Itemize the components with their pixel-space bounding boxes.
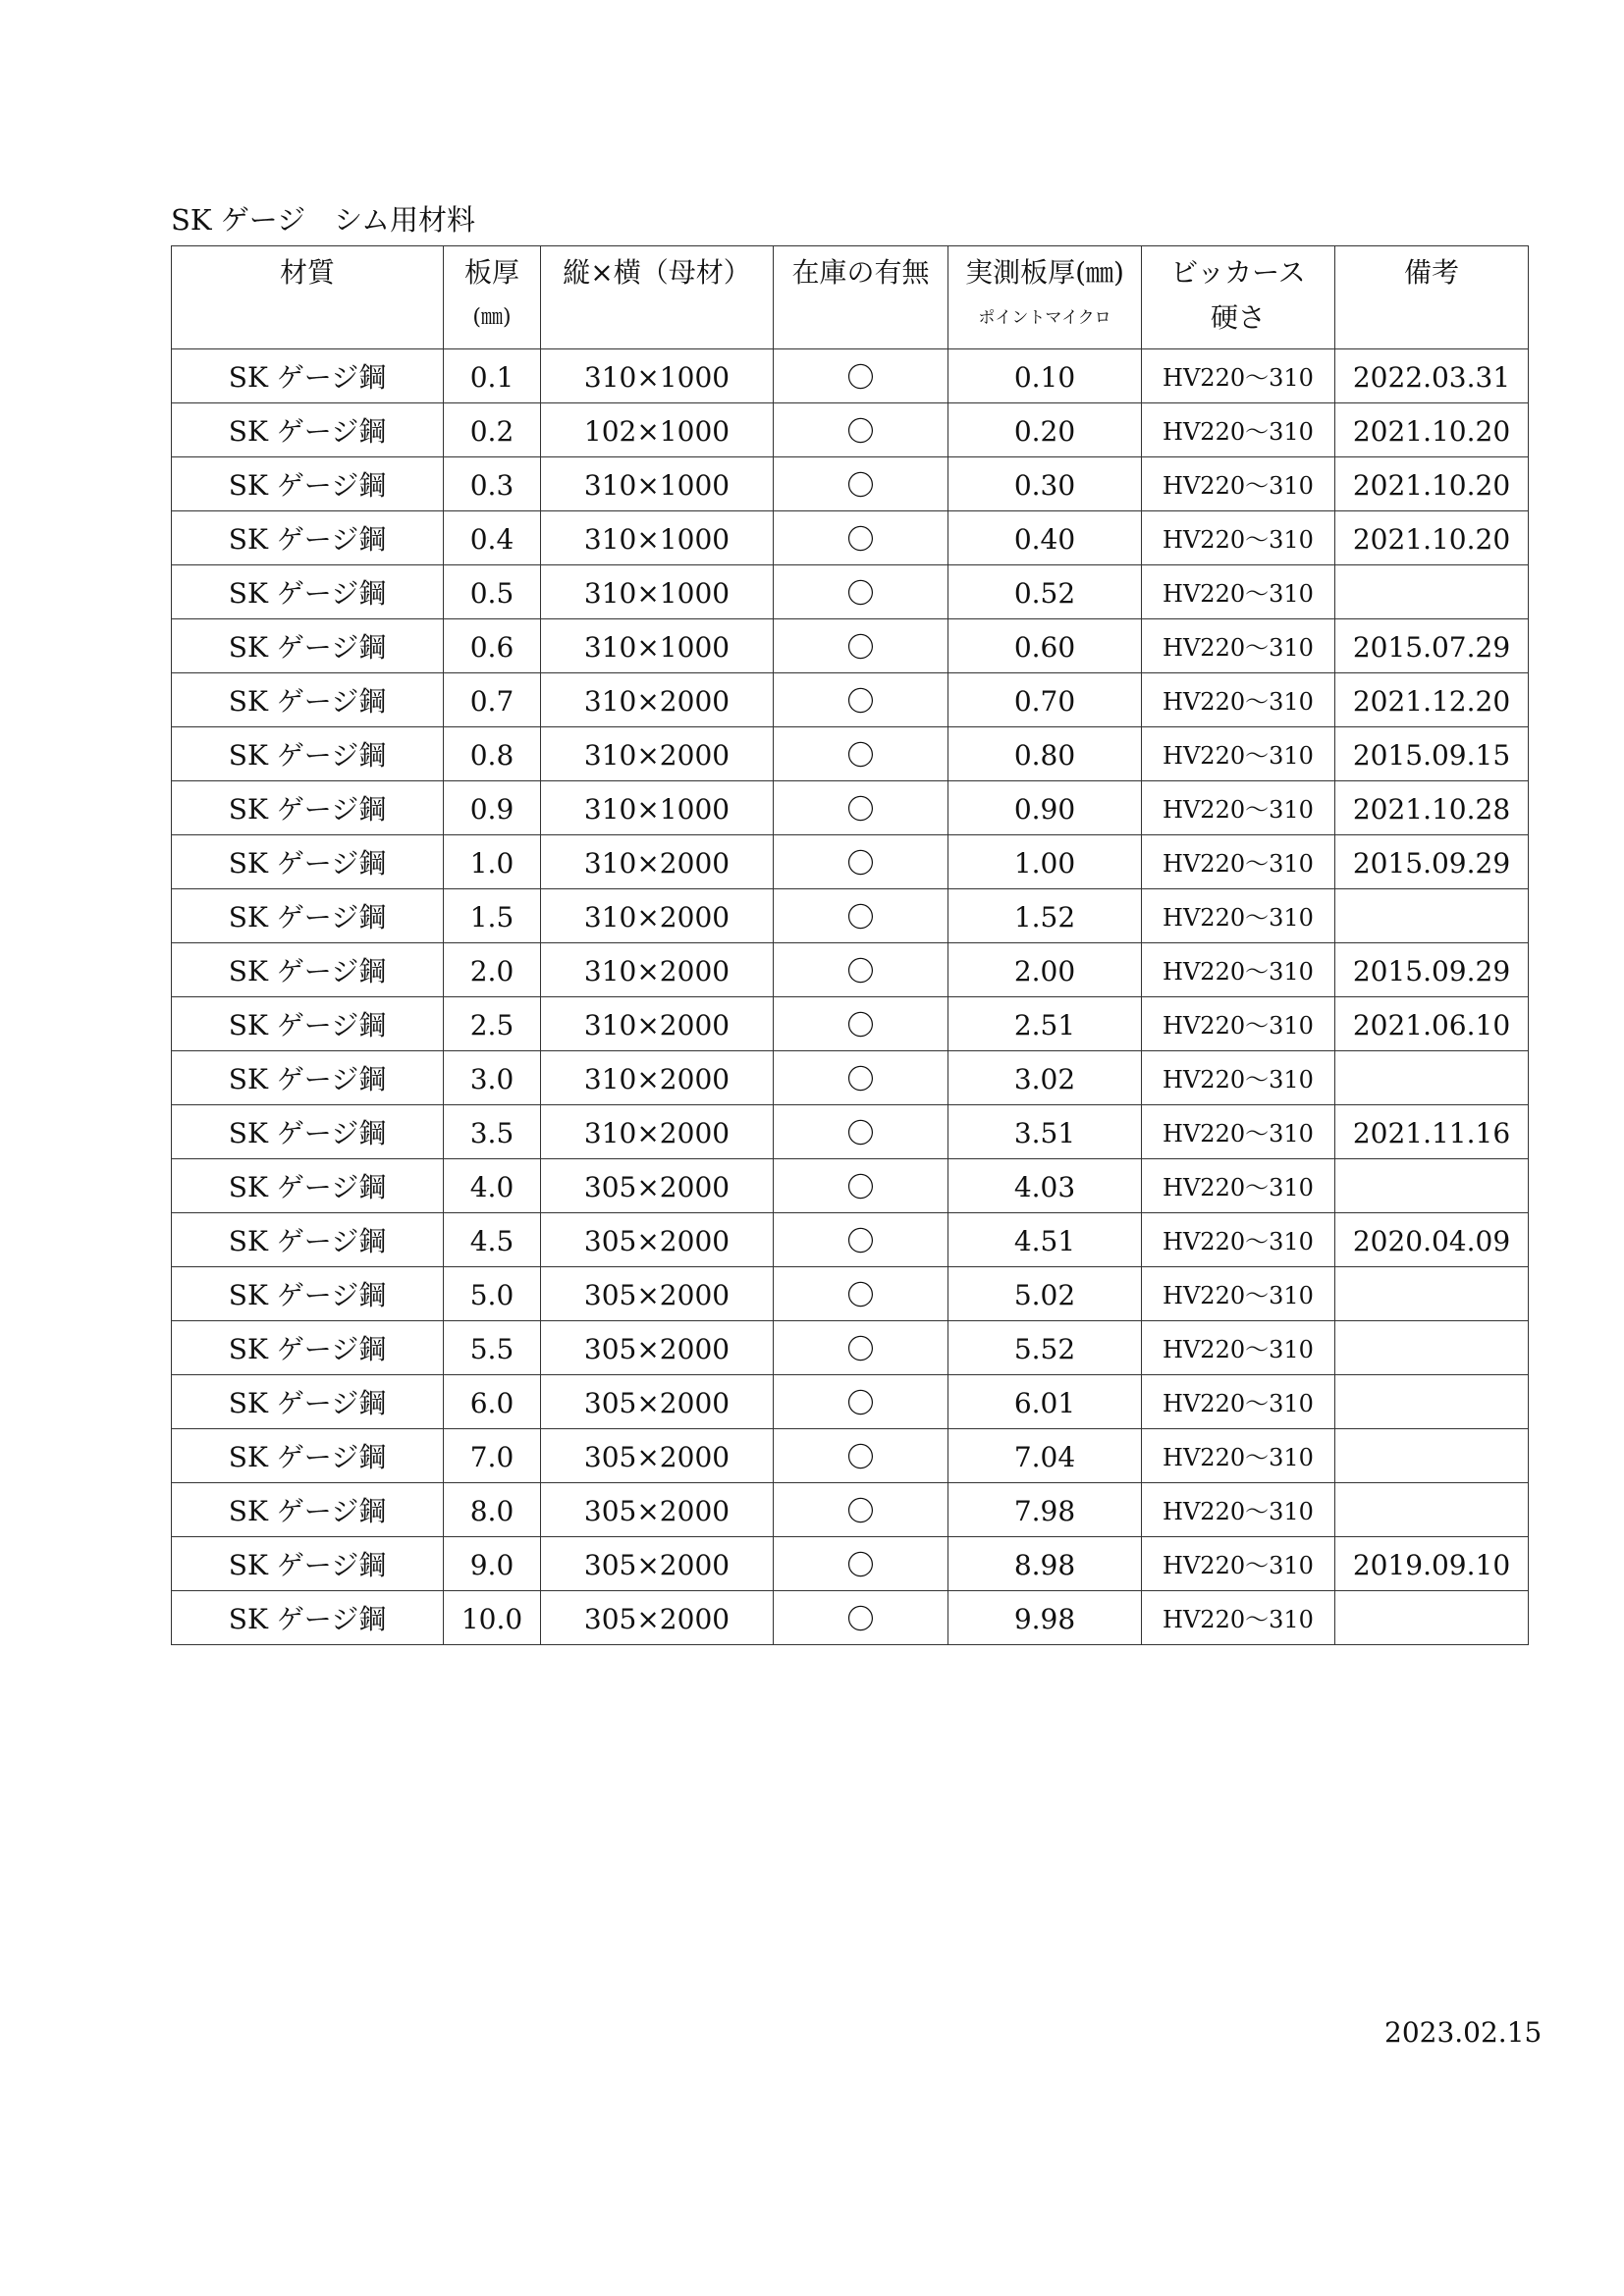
- cell-size: 305×2000: [541, 1267, 774, 1321]
- cell-stock: 〇: [774, 511, 948, 565]
- cell-note: 2015.09.15: [1335, 727, 1529, 781]
- cell-note: [1335, 1321, 1529, 1375]
- cell-thickness: 5.5: [444, 1321, 541, 1375]
- cell-hardness: HV220～310: [1142, 457, 1335, 511]
- cell-stock: 〇: [774, 1159, 948, 1213]
- cell-stock: 〇: [774, 1591, 948, 1645]
- cell-material: SK ゲージ鋼: [172, 457, 444, 511]
- table-row: [172, 781, 1529, 835]
- cell-note: 2021.12.20: [1335, 673, 1529, 727]
- cell-size: 305×2000: [541, 1591, 774, 1645]
- table-row: [172, 1321, 1529, 1375]
- cell-stock: 〇: [774, 1105, 948, 1159]
- cell-hardness: HV220～310: [1142, 727, 1335, 781]
- cell-note: [1335, 1483, 1529, 1537]
- cell-hardness: HV220～310: [1142, 673, 1335, 727]
- cell-size: 310×2000: [541, 943, 774, 997]
- cell-stock: 〇: [774, 457, 948, 511]
- cell-hardness: HV220～310: [1142, 1213, 1335, 1267]
- table-row: [172, 889, 1529, 943]
- table-row: [172, 1429, 1529, 1483]
- cell-note: 2021.10.20: [1335, 457, 1529, 511]
- cell-size: 310×2000: [541, 727, 774, 781]
- cell-thickness: 0.7: [444, 673, 541, 727]
- cell-note: [1335, 1591, 1529, 1645]
- table-row: [172, 619, 1529, 673]
- header-measured-thickness: 実測板厚(㎜) ポイントマイクロ: [948, 246, 1142, 349]
- cell-hardness: HV220～310: [1142, 1267, 1335, 1321]
- cell-material: SK ゲージ鋼: [172, 403, 444, 457]
- header-stock: 在庫の有無: [774, 246, 948, 349]
- cell-hardness: HV220～310: [1142, 781, 1335, 835]
- cell-measured-thickness: 0.80: [948, 727, 1142, 781]
- cell-measured-thickness: 7.04: [948, 1429, 1142, 1483]
- cell-size: 305×2000: [541, 1375, 774, 1429]
- cell-thickness: 6.0: [444, 1375, 541, 1429]
- cell-stock: 〇: [774, 943, 948, 997]
- cell-hardness: HV220～310: [1142, 1159, 1335, 1213]
- document-title: SK ゲージ シム用材料: [171, 203, 476, 237]
- cell-hardness: HV220～310: [1142, 1537, 1335, 1591]
- cell-measured-thickness: 7.98: [948, 1483, 1142, 1537]
- cell-measured-thickness: 6.01: [948, 1375, 1142, 1429]
- cell-note: [1335, 1159, 1529, 1213]
- cell-thickness: 0.9: [444, 781, 541, 835]
- cell-material: SK ゲージ鋼: [172, 673, 444, 727]
- cell-thickness: 1.5: [444, 889, 541, 943]
- cell-size: 310×1000: [541, 565, 774, 619]
- cell-material: SK ゲージ鋼: [172, 997, 444, 1051]
- cell-measured-thickness: 0.30: [948, 457, 1142, 511]
- cell-note: [1335, 889, 1529, 943]
- table-row: [172, 1537, 1529, 1591]
- cell-note: 2019.09.10: [1335, 1537, 1529, 1591]
- cell-hardness: HV220～310: [1142, 1321, 1335, 1375]
- cell-size: 102×1000: [541, 403, 774, 457]
- cell-measured-thickness: 8.98: [948, 1537, 1142, 1591]
- cell-hardness: HV220～310: [1142, 943, 1335, 997]
- cell-stock: 〇: [774, 1267, 948, 1321]
- cell-hardness: HV220～310: [1142, 511, 1335, 565]
- table-row: [172, 943, 1529, 997]
- cell-note: 2021.10.20: [1335, 403, 1529, 457]
- cell-note: [1335, 565, 1529, 619]
- cell-measured-thickness: 3.02: [948, 1051, 1142, 1105]
- cell-hardness: HV220～310: [1142, 1591, 1335, 1645]
- table-row: [172, 727, 1529, 781]
- cell-thickness: 2.5: [444, 997, 541, 1051]
- cell-measured-thickness: 5.02: [948, 1267, 1142, 1321]
- cell-size: 310×2000: [541, 835, 774, 889]
- table-row: [172, 997, 1529, 1051]
- table-row: [172, 403, 1529, 457]
- cell-stock: 〇: [774, 727, 948, 781]
- cell-stock: 〇: [774, 835, 948, 889]
- cell-note: [1335, 1051, 1529, 1105]
- cell-hardness: HV220～310: [1142, 835, 1335, 889]
- cell-size: 305×2000: [541, 1213, 774, 1267]
- cell-measured-thickness: 0.70: [948, 673, 1142, 727]
- cell-stock: 〇: [774, 1321, 948, 1375]
- table-row: [172, 1591, 1529, 1645]
- cell-measured-thickness: 0.40: [948, 511, 1142, 565]
- cell-material: SK ゲージ鋼: [172, 1591, 444, 1645]
- cell-size: 310×1000: [541, 511, 774, 565]
- cell-stock: 〇: [774, 889, 948, 943]
- cell-stock: 〇: [774, 1375, 948, 1429]
- cell-size: 310×2000: [541, 889, 774, 943]
- cell-size: 305×2000: [541, 1429, 774, 1483]
- cell-measured-thickness: 0.10: [948, 349, 1142, 403]
- cell-measured-thickness: 2.00: [948, 943, 1142, 997]
- cell-hardness: HV220～310: [1142, 1483, 1335, 1537]
- cell-note: 2015.09.29: [1335, 943, 1529, 997]
- cell-hardness: HV220～310: [1142, 1375, 1335, 1429]
- cell-size: 305×2000: [541, 1537, 774, 1591]
- cell-measured-thickness: 1.00: [948, 835, 1142, 889]
- cell-thickness: 0.5: [444, 565, 541, 619]
- header-vickers-hardness: ビッカース 硬さ: [1142, 246, 1335, 349]
- cell-hardness: HV220～310: [1142, 1051, 1335, 1105]
- cell-measured-thickness: 4.03: [948, 1159, 1142, 1213]
- cell-thickness: 7.0: [444, 1429, 541, 1483]
- cell-note: 2015.09.29: [1335, 835, 1529, 889]
- cell-stock: 〇: [774, 565, 948, 619]
- cell-stock: 〇: [774, 619, 948, 673]
- cell-material: SK ゲージ鋼: [172, 565, 444, 619]
- cell-thickness: 1.0: [444, 835, 541, 889]
- cell-measured-thickness: 5.52: [948, 1321, 1142, 1375]
- document-date: 2023.02.15: [1384, 2016, 1543, 2049]
- cell-material: SK ゲージ鋼: [172, 619, 444, 673]
- cell-measured-thickness: 0.52: [948, 565, 1142, 619]
- table-row: [172, 1159, 1529, 1213]
- table-header-row: [172, 246, 1529, 349]
- header-thickness: 板厚 (㎜): [444, 246, 541, 349]
- cell-size: 310×1000: [541, 619, 774, 673]
- cell-material: SK ゲージ鋼: [172, 1537, 444, 1591]
- cell-material: SK ゲージ鋼: [172, 889, 444, 943]
- cell-thickness: 4.0: [444, 1159, 541, 1213]
- cell-material: SK ゲージ鋼: [172, 943, 444, 997]
- cell-thickness: 0.1: [444, 349, 541, 403]
- table-row: [172, 349, 1529, 403]
- cell-note: 2021.11.16: [1335, 1105, 1529, 1159]
- cell-size: 310×1000: [541, 781, 774, 835]
- cell-hardness: HV220～310: [1142, 889, 1335, 943]
- cell-stock: 〇: [774, 349, 948, 403]
- cell-size: 310×2000: [541, 673, 774, 727]
- cell-stock: 〇: [774, 1051, 948, 1105]
- table-row: [172, 1483, 1529, 1537]
- table-row: [172, 835, 1529, 889]
- cell-note: [1335, 1267, 1529, 1321]
- cell-measured-thickness: 2.51: [948, 997, 1142, 1051]
- cell-thickness: 0.3: [444, 457, 541, 511]
- cell-note: 2021.10.20: [1335, 511, 1529, 565]
- cell-size: 310×2000: [541, 1051, 774, 1105]
- cell-material: SK ゲージ鋼: [172, 1213, 444, 1267]
- cell-size: 310×2000: [541, 997, 774, 1051]
- cell-thickness: 8.0: [444, 1483, 541, 1537]
- cell-material: SK ゲージ鋼: [172, 835, 444, 889]
- cell-measured-thickness: 0.90: [948, 781, 1142, 835]
- cell-material: SK ゲージ鋼: [172, 1321, 444, 1375]
- cell-thickness: 0.4: [444, 511, 541, 565]
- cell-size: 305×2000: [541, 1159, 774, 1213]
- cell-note: 2015.07.29: [1335, 619, 1529, 673]
- cell-thickness: 2.0: [444, 943, 541, 997]
- cell-stock: 〇: [774, 1429, 948, 1483]
- cell-material: SK ゲージ鋼: [172, 727, 444, 781]
- cell-thickness: 3.5: [444, 1105, 541, 1159]
- cell-hardness: HV220～310: [1142, 1429, 1335, 1483]
- cell-thickness: 0.8: [444, 727, 541, 781]
- table-row: [172, 1375, 1529, 1429]
- cell-material: SK ゲージ鋼: [172, 1159, 444, 1213]
- cell-hardness: HV220～310: [1142, 565, 1335, 619]
- cell-measured-thickness: 4.51: [948, 1213, 1142, 1267]
- cell-hardness: HV220～310: [1142, 403, 1335, 457]
- cell-size: 305×2000: [541, 1321, 774, 1375]
- cell-stock: 〇: [774, 1537, 948, 1591]
- cell-note: 2022.03.31: [1335, 349, 1529, 403]
- cell-material: SK ゲージ鋼: [172, 349, 444, 403]
- cell-hardness: HV220～310: [1142, 1105, 1335, 1159]
- cell-stock: 〇: [774, 403, 948, 457]
- cell-stock: 〇: [774, 1483, 948, 1537]
- cell-thickness: 0.2: [444, 403, 541, 457]
- cell-thickness: 10.0: [444, 1591, 541, 1645]
- table-row: [172, 673, 1529, 727]
- cell-material: SK ゲージ鋼: [172, 1105, 444, 1159]
- table-row: [172, 1105, 1529, 1159]
- cell-thickness: 9.0: [444, 1537, 541, 1591]
- cell-thickness: 0.6: [444, 619, 541, 673]
- cell-hardness: HV220～310: [1142, 619, 1335, 673]
- table-row: [172, 565, 1529, 619]
- header-material: 材質: [172, 246, 444, 349]
- table-row: [172, 457, 1529, 511]
- header-notes: 備考: [1335, 246, 1529, 349]
- cell-hardness: HV220～310: [1142, 349, 1335, 403]
- cell-measured-thickness: 0.20: [948, 403, 1142, 457]
- cell-material: SK ゲージ鋼: [172, 511, 444, 565]
- cell-note: 2021.10.28: [1335, 781, 1529, 835]
- cell-size: 310×1000: [541, 457, 774, 511]
- cell-material: SK ゲージ鋼: [172, 781, 444, 835]
- cell-material: SK ゲージ鋼: [172, 1051, 444, 1105]
- header-size: 縦×横（母材）: [541, 246, 774, 349]
- cell-size: 310×1000: [541, 349, 774, 403]
- table-row: [172, 1051, 1529, 1105]
- cell-note: [1335, 1429, 1529, 1483]
- cell-note: 2020.04.09: [1335, 1213, 1529, 1267]
- cell-note: [1335, 1375, 1529, 1429]
- cell-thickness: 4.5: [444, 1213, 541, 1267]
- cell-size: 305×2000: [541, 1483, 774, 1537]
- cell-stock: 〇: [774, 1213, 948, 1267]
- cell-material: SK ゲージ鋼: [172, 1483, 444, 1537]
- cell-stock: 〇: [774, 997, 948, 1051]
- table-row: [172, 511, 1529, 565]
- cell-note: 2021.06.10: [1335, 997, 1529, 1051]
- cell-size: 310×2000: [541, 1105, 774, 1159]
- material-table: [171, 245, 1529, 1645]
- cell-thickness: 3.0: [444, 1051, 541, 1105]
- table-row: [172, 1267, 1529, 1321]
- table-row: [172, 1213, 1529, 1267]
- cell-material: SK ゲージ鋼: [172, 1267, 444, 1321]
- cell-measured-thickness: 0.60: [948, 619, 1142, 673]
- cell-material: SK ゲージ鋼: [172, 1429, 444, 1483]
- table-body: [172, 349, 1529, 1645]
- cell-measured-thickness: 9.98: [948, 1591, 1142, 1645]
- cell-measured-thickness: 1.52: [948, 889, 1142, 943]
- cell-measured-thickness: 3.51: [948, 1105, 1142, 1159]
- cell-hardness: HV220～310: [1142, 997, 1335, 1051]
- cell-material: SK ゲージ鋼: [172, 1375, 444, 1429]
- cell-stock: 〇: [774, 781, 948, 835]
- cell-thickness: 5.0: [444, 1267, 541, 1321]
- cell-stock: 〇: [774, 673, 948, 727]
